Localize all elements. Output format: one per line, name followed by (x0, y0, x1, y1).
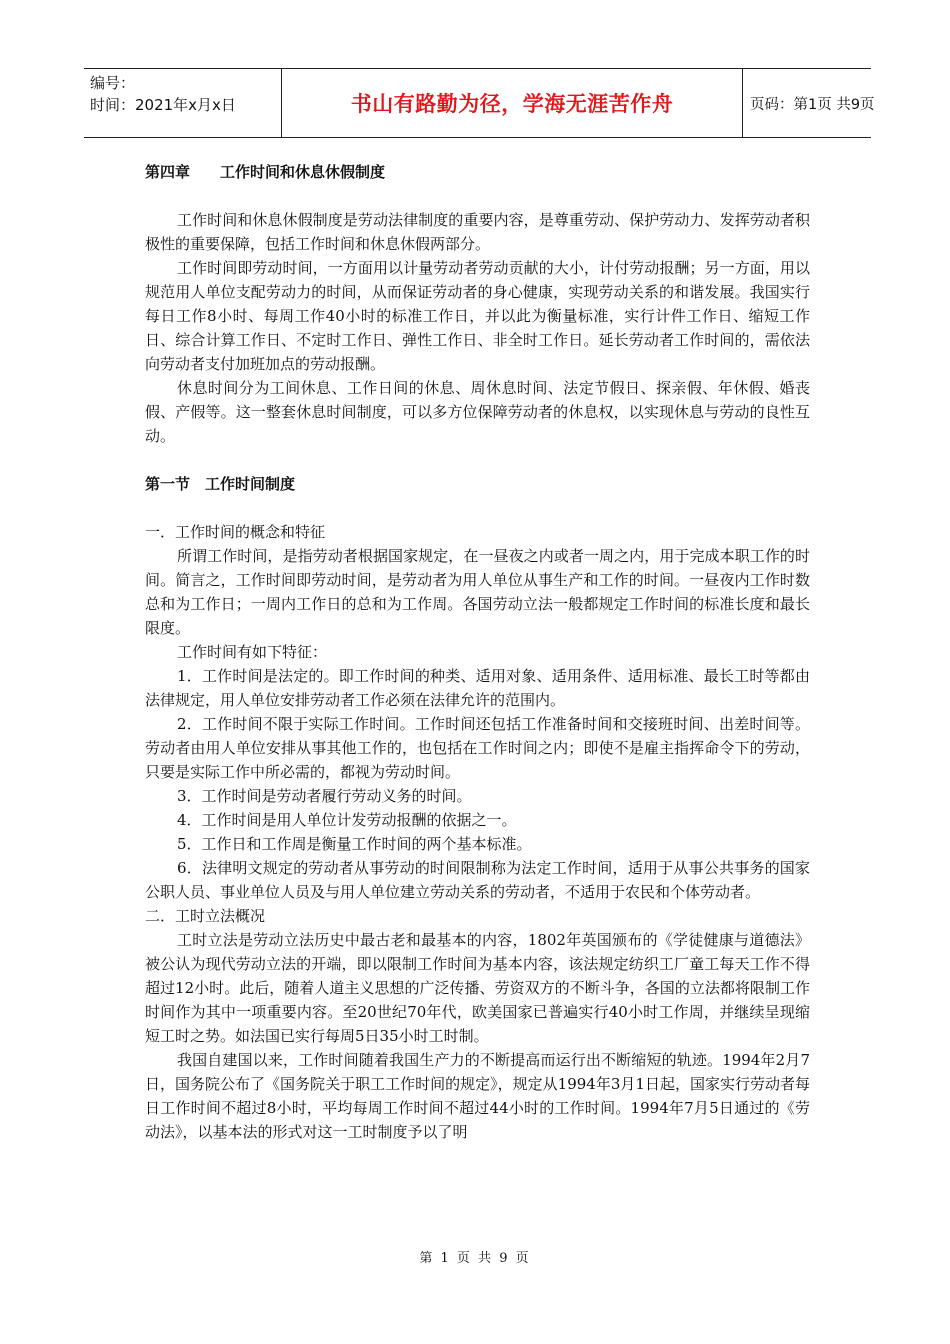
list-item: 1．工作时间是法定的。即工作时间的种类、适用对象、适用条件、适用标准、最长工时等都由法律规定，用人单位安排劳动者工作必须在法律允许的范围内。 (145, 667, 810, 709)
number-label: 编号： (90, 74, 136, 92)
header-page-label: 页码：第1页 共9页 (750, 96, 875, 113)
section-title: 第一节 工作时间制度 (145, 475, 296, 493)
body-paragraph: 所谓工作时间，是指劳动者根据国家规定，在一昼夜之内或者一周之内，用于完成本职工作的时间。简言之，工作时间即劳动时间，是劳动者为用人单位从事生产和工作的时间。一昼夜内工作时数总和为工作日；一周内工作日的总和为工作周。各国劳动立法一般都规定工作时间的标准长度和最长限度。 (145, 547, 810, 637)
header-motto: 书山有路勤为径，学海无涯苦作舟 (282, 69, 743, 137)
list-item: 6．法律明文规定的劳动者从事劳动的时间限制称为法定工作时间，适用于从事公共事务的国家公职人员、事业单位人员及与用人单位建立劳动关系的劳动者，不适用于农民和个体劳动者。 (145, 859, 810, 901)
body-paragraph: 工作时间有如下特征： (177, 643, 328, 661)
body-paragraph: 工时立法是劳动立法历史中最古老和最基本的内容，1802年英国颁布的《学徒健康与道德法》被公认为现代劳动立法的开端，即以限制工作时间为基本内容，该法规定纺织工厂童工每天工作不得超过12小时。此后，随着人道主义思想的广泛传播、劳资双方的不断斗争，各国的立法都将限制工作时间作为其中一项重要内容。至20世纪70年代，欧美国家已普遍实行40小时工作周，并继续呈现缩短工时之势。如法国已实行每周5日35小时工时制。 (145, 931, 810, 1045)
subsection-title: 二．工时立法概况 (145, 907, 266, 925)
list-item: 5．工作日和工作周是衡量工作时间的两个基本标准。 (177, 835, 532, 853)
body-paragraph: 我国自建国以来，工作时间随着我国生产力的不断提高而运行出不断缩短的轨迹。1994年2月7日，国务院公布了《国务院关于职工工作时间的规定》，规定从1994年3月1日起，国家实行劳动者每日工作时间不超过8小时，平均每周工作时间不超过44小时的工作时间。1994年7月5日通过的《劳动法》，以基本法的形式对这一工时制度予以了明 (145, 1051, 810, 1141)
page-header (84, 68, 875, 138)
header-meta (84, 69, 282, 137)
intro-paragraph: 工作时间即劳动时间，一方面用以计量劳动者劳动贡献的大小，计付劳动报酬；另一方面，用以规范用人单位支配劳动力的时间，从而保证劳动者的身心健康，实现劳动关系的和谐发展。我国实行每日工作8小时、每周工作40小时的标准工作日，并以此为衡量标准，实行计件工作日、缩短工作日、综合计算工作日、不定时工作日、弹性工作日、非全时工作日。延长劳动者工作时间的，需依法向劳动者支付加班加点的劳动报酬。 (145, 259, 810, 373)
list-item: 3．工作时间是劳动者履行劳动义务的时间。 (177, 787, 472, 805)
intro-paragraph: 工作时间和休息休假制度是劳动法律制度的重要内容，是尊重劳动、保护劳动力、发挥劳动者积极性的重要保障，包括工作时间和休息休假两部分。 (145, 211, 810, 253)
intro-paragraph: 休息时间分为工间休息、工作日间的休息、周休息时间、法定节假日、探亲假、年休假、婚丧假、产假等。这一整套休息时间制度，可以多方位保障劳动者的休息权，以实现休息与劳动的良性互动。 (145, 379, 810, 445)
subsection-title: 一．工作时间的概念和特征 (145, 523, 326, 541)
list-item: 4．工作时间是用人单位计发劳动报酬的依据之一。 (177, 811, 517, 829)
chapter-title: 第四章 工作时间和休息休假制度 (145, 163, 386, 181)
page-footer: 第 1 页 共 9 页 (419, 1251, 531, 1266)
list-item: 2．工作时间不限于实际工作时间。工作时间还包括工作准备时间和交接班时间、出差时间等。劳动者由用人单位安排从事其他工作的，也包括在工作时间之内；即使不是雇主指挥命令下的劳动，只要是实际工作中所必需的，都视为劳动时间。 (145, 715, 810, 781)
time-label: 时间：2021年x月x日 (90, 96, 236, 114)
document-body (145, 160, 810, 1144)
